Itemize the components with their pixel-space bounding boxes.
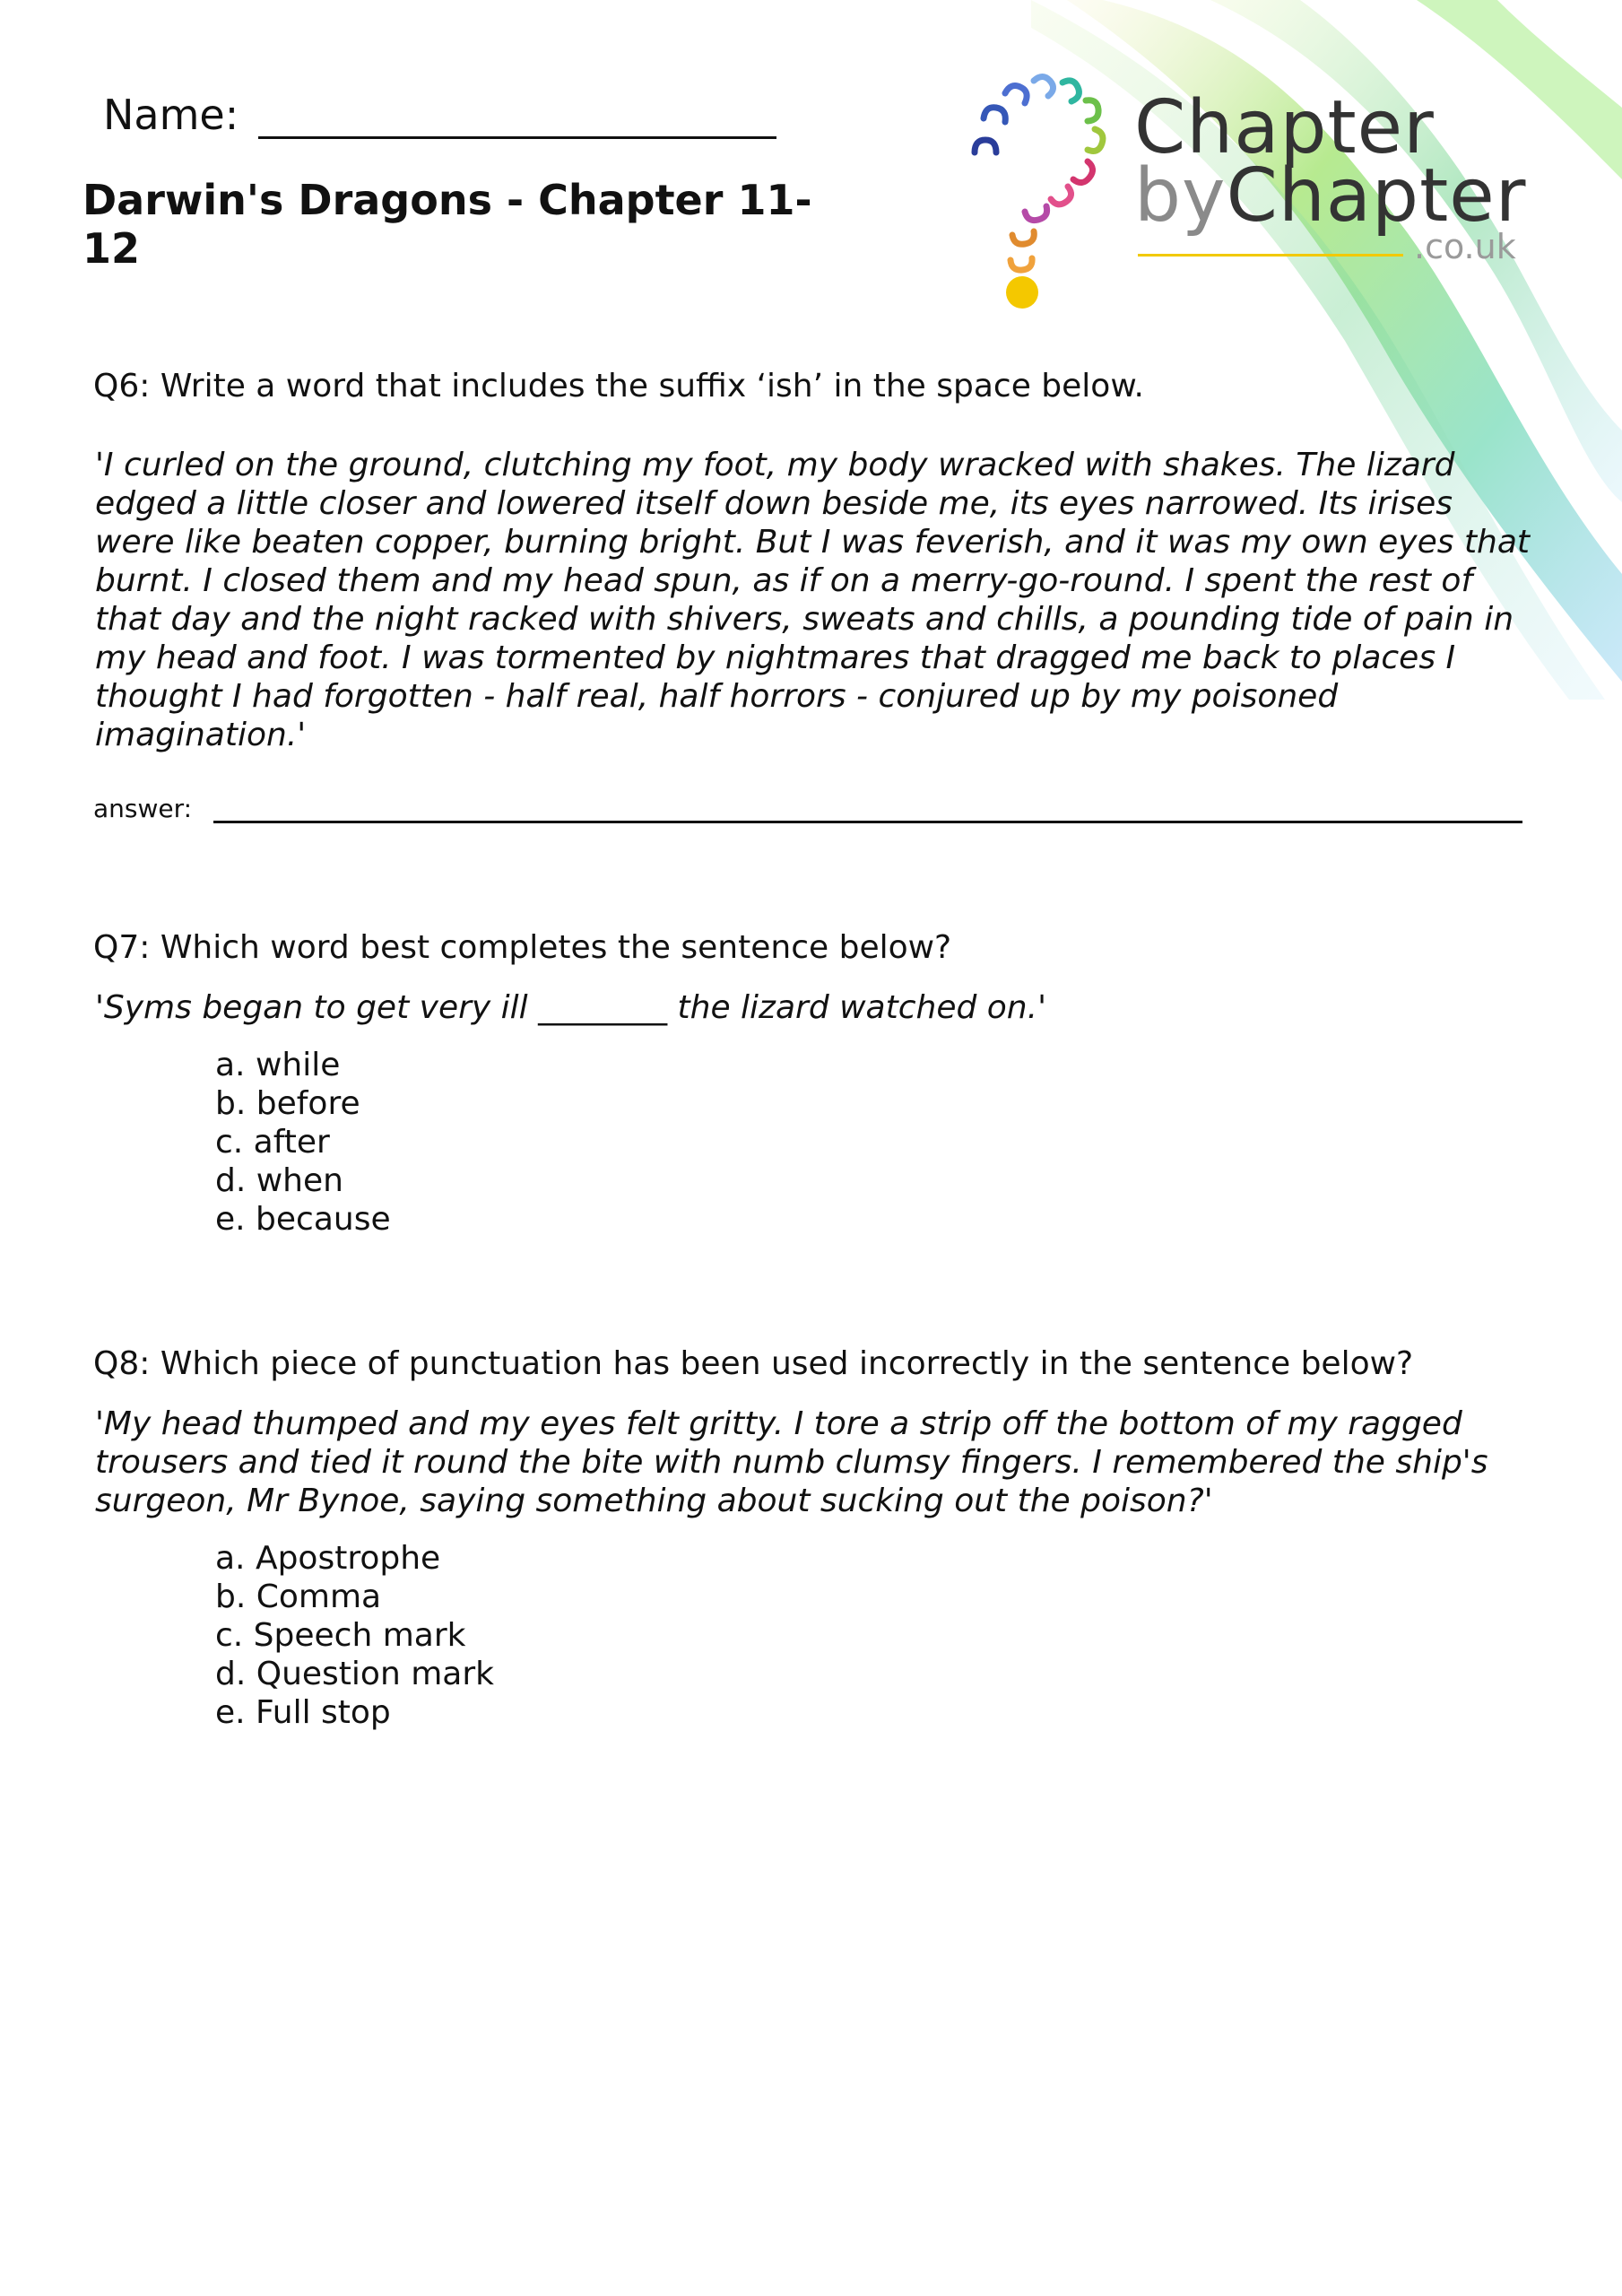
q7-option-c[interactable]: c. after [215, 1124, 330, 1161]
q7-option-e[interactable]: e. because [215, 1201, 391, 1238]
q8-option-a[interactable]: a. Apostrophe [215, 1540, 441, 1577]
q7-option-b[interactable]: b. before [215, 1085, 360, 1122]
chapter-by-chapter-logo [964, 54, 1538, 314]
name-label: Name: [103, 91, 239, 139]
q8-prompt: Q8: Which piece of punctuation has been used incorrectly in the sentence below? [93, 1345, 1414, 1382]
q6-passage: 'I curled on the ground, clutching my foot, my body wracked with shakes. The lizard edged a little closer and lowered itself down beside me, its eyes narrowed. Its irises were like beaten copper, burning bright. But I was feverish, and it was my own eyes that burnt. I closed them and my head spun, as if on a merry-go-round. I spent the rest of that day and the night racked with shivers, sweats and chills, a pounding tide of pain in my head and foot. I was tormented by nightmares that dragged me back to places I thought I had forgotten - half real, half horrors - conjured up by my poisoned imagination.' [95, 447, 1531, 753]
answer-blank-line[interactable] [213, 796, 1522, 823]
logo-word-chapter: Chapter [1134, 85, 1435, 170]
logo-word-bychapter [1134, 153, 1527, 239]
q6-answer-row [93, 794, 1522, 823]
name-field-row [103, 90, 776, 139]
q8-option-b[interactable]: b. Comma [215, 1578, 382, 1615]
logo-underline [1138, 254, 1403, 257]
logo-word-by: by [1134, 153, 1227, 239]
q7-sentence: 'Syms began to get very ill ________ the lizard watched on.' [95, 989, 1046, 1026]
question-mark-books-icon [964, 54, 1125, 314]
worksheet-title: Darwin's Dragons - Chapter 11-12 [82, 176, 812, 273]
logo-word-chapter-2: Chapter [1226, 153, 1527, 239]
q8-option-c[interactable]: c. Speech mark [215, 1617, 466, 1654]
q7-option-a[interactable]: a. while [215, 1047, 341, 1083]
name-blank-line[interactable] [258, 90, 776, 139]
q8-option-d[interactable]: d. Question mark [215, 1656, 494, 1692]
q8-options [215, 1539, 494, 1732]
q8-sentence: 'My head thumped and my eyes felt gritty. I tore a strip off the bottom of my ragged trousers and tied it round the bite with numb clumsy fingers. I remembered the ship's surgeon, Mr Bynoe, saying something about sucking out the poison?' [95, 1405, 1488, 1519]
q8-option-e[interactable]: e. Full stop [215, 1694, 391, 1731]
answer-label: answer: [93, 794, 193, 823]
q7-prompt: Q7: Which word best completes the sentence below? [93, 929, 952, 966]
q7-options [215, 1046, 391, 1239]
q7-option-d[interactable]: d. when [215, 1162, 343, 1199]
q6-prompt: Q6: Write a word that includes the suffix ‘ish’ in the space below. [93, 368, 1144, 404]
logo-domain: .co.uk [1414, 227, 1516, 266]
